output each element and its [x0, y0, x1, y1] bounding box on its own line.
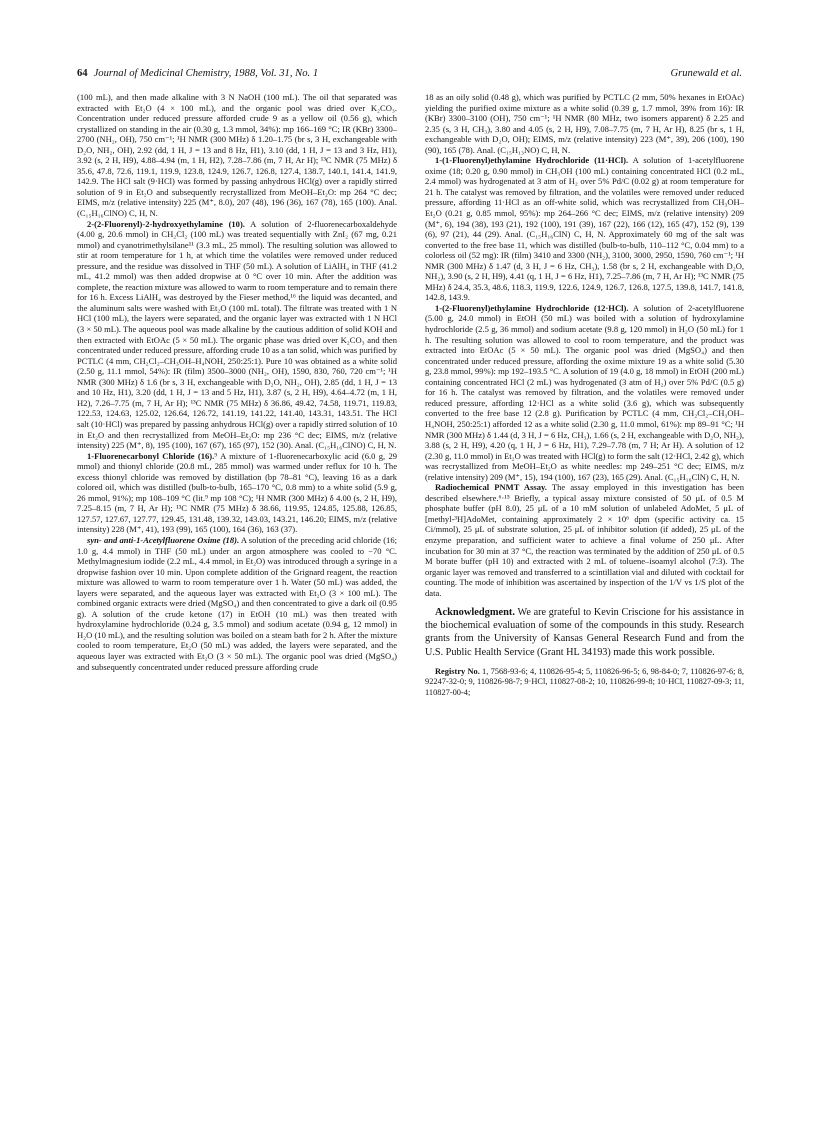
paragraph-compound-12 [425, 303, 744, 482]
paragraph-compound-11 [425, 155, 744, 303]
paragraph-pnmt-assay [425, 482, 744, 598]
registry-numbers [425, 667, 744, 699]
paragraph-text: The assay employed in this investigation has been described elsewhere.⁶·¹⁵ Briefly, a typical assay mixture consisted of 50 μL of 0.5 M phosphate buffer (pH 8.0), 25 μL of a 10 mM solution of unlabeled AdoMet, 5 μL of [methyl-³H]AdoMet, containing approximately 2 × 10⁶ dpm (specific activity ca. 15 Ci/mmol), 25 μL of substrate solution, 25 μL of inhibitor solution (if added), 25 μL of the enzyme preparation, and sufficient water to achieve a final volume of 250 μL. After incubation for 30 min at 37 °C, the reaction was terminated by the addition of 250 μL of 0.5 M borate buffer (pH 10) and extracted with 2 mL of toluene–isoamyl alcohol (7:3). The organic layer was removed and transferred to a scintillation vial and diluted with cocktail for counting. The mode of inhibition was ascertained by inspection of the 1/V vs 1/S plot of the data. [425, 482, 744, 598]
section-heading: 2-(2-Fluorenyl)-2-hydroxyethylamine (10). [87, 218, 245, 229]
section-heading: 1-Fluorenecarbonyl Chloride (16). [87, 450, 215, 461]
left-column [77, 92, 397, 1132]
paragraph-compound-16 [77, 451, 397, 535]
registry-heading: Registry No. [435, 666, 480, 676]
paragraph-text: A solution of 2-fluorenecarboxaldehyde (4.00 g, 20.6 mmol) in CH₂Cl₂ (100 mL) was treated sequentially with ZnI₂ (67 mg, 0.21 mmol) and cyanotrimethylsilane¹¹ (3.3 mL, 25 mmol). The resulting solution was allowed to stir at room temperature for 1 h, at which time the volatiles were removed under reduced pressure, and the residue was dissolved in THF (50 mL). A solution of LiAlH₄ in THF (41.2 mL, 41.2 mmol) was then added dropwise at 0 °C over 10 min. After the addition was complete, the reaction mixture was allowed to warm to room temperature and to remain there for 16 h. Excess LiAlH₄ was destroyed by the Fieser method,¹⁶ the liquid was decanted, and the aluminum salts were washed with Et₂O (100 mL total). The filtrate was treated with 1 N HCl (100 mL), the layers were separated, and the organic layer was extracted with 1 N HCl (3 × 50 mL). The aqueous pool was made alkaline by the cautious addition of solid KOH and then extracted with EtOAc (5 × 50 mL). The organic phase was dried over K₂CO₃ and then concentrated under reduced pressure, affording crude 10 as a tan solid, which was purified by PCTLC (4 mm, CH₂Cl₂–CH₃OH–H₄NOH, 250:25:1). Pure 10 was obtained as a white solid (2.50 g, 11.1 mmol, 54%): IR (film) 3500–3000 (NH₂, OH), 1590, 830, 760, 720 cm⁻¹; ¹H NMR (300 MHz) δ 1.6 (br s, 3 H, exchangeable with D₂O, NH₂, OH), 2.85 (dd, 1 H, J = 13 and 10 Hz, H1), 3.20 (dd, 1 H, J = 13 and 5 Hz, H1), 3.87 (s, 2 H, H9), 4.64–4.72 (m, 1 H, H2), 7.26–7.75 (m, 7 H, Ar H); ¹³C NMR (75 MHz) δ 36.86, 49.42, 74.58, 119.71, 119.83, 122.53, 124.63, 125.02, 126.64, 126.72, 141.19, 141.22, 141.40, 143.31, 143.51. The HCl salt (10·HCl) was prepared by passing anhydrous HCl(g) over a rapidly stirred solution of 10 in Et₂O and then recrystallized from MeOH–Et₂O: mp 236 °C dec; EIMS, m/z (relative intensity) 225 (M⁺, 8), 195 (100), 167 (67), 165 (97), 152 (30). Anal. (C₁₅H₁₆ClNO) C, H, N. [77, 218, 397, 451]
paragraph-continued: 18 as an oily solid (0.48 g), which was purified by PCTLC (2 mm, 50% hexanes in EtOAc) yielding the purified oxime mixture as a white solid (0.39 g, 1.7 mmol, 39% from 16): IR (KBr) 3300–3100 (OH), 750 cm⁻¹; ¹H NMR (80 MHz, two isomers apparent) δ 2.25 and 2.35 (s, 3 H, CH₃), 3.80 and 4.05 (s, 2 H, H9), 7.08–7.75 (m, 7 H, Ar H), 8.25 (br s, 1 H, exchangeable with D₂O, OH); EIMS, m/z (relative intensity) 223 (M⁺, 39), 206 (100), 190 (90), 165 (78). Anal. (C₁₅H₁₃NO) C, H, N. [425, 92, 744, 155]
paragraph-text: A solution of the preceding acid chloride (16; 1.0 g, 4.4 mmol) in THF (50 mL) under an argon atmosphere was cooled to −70 °C. Methylmagnesium iodide (2.2 mL, 4.4 mmol, in Et₂O) was introduced through a syringe in a dropwise fashion over 10 min. Upon complete addition of the Grignard reagent, the reaction mixture was allowed to warm to room temperature over 1 h. Water (50 mL) was added, the layers were separated, and the aqueous layer was extracted with Et₂O (3 × 100 mL). The combined organic extracts were dried (MgSO₄) and then concentrated to give a dark oil (0.95 g). A solution of the crude ketone (17) in EtOH (10 mL) was then treated with hydroxylamine hydrochloride (0.24 g, 3.5 mmol) and sodium acetate (0.94 g, 12 mmol) in H₂O (10 mL), and the resulting solution was boiled on a steam bath for 2 h. After the mixture cooled to room temperature, Et₂O (50 mL) was added, the layers were separated, and the aqueous layer was extracted with Et₂O (3 × 50 mL). The organic pool was dried (MgSO₄) and subsequently concentrated under reduced pressure affording crude [77, 534, 397, 672]
running-header [77, 66, 742, 82]
section-heading: Radiochemical PNMT Assay. [435, 482, 547, 493]
paragraph-compound-18 [77, 535, 397, 672]
section-heading: syn- and anti-1-Acetylfluorene Oxime (18). [87, 534, 240, 545]
right-column [425, 92, 744, 1132]
section-heading: 1-(2-Fluorenyl)ethylamine Hydrochloride (12·HCl). [435, 302, 629, 313]
acknowledgment-heading: Acknowledgment. [435, 607, 515, 619]
paragraph-continued: (100 mL), and then made alkaline with 3 N NaOH (100 mL). The oil that separated was extracted with Et₂O (4 × 100 mL), and the organic pool was dried over K₂CO₃. Concentration under reduced pressure afforded crude 9 as a yellow oil (0.56 g), which crystallized on standing in the air (0.30 g, 1.3 mmol, 34%): mp 166–169 °C; IR (KBr) 3300–2700 (NH₂, OH), 750 cm⁻¹; ¹H NMR (300 MHz) δ 1.20–1.75 (br s, 3 H, exchangeable with D₂O, NH₂, OH), 2.92 (dd, 1 H, J = 13 and 8 Hz, H1), 3.10 (dd, 1 H, J = 13 and 3 Hz, H1), 3.92 (s, 2 H, H9), 4.88–4.94 (m, 1 H, H2), 7.28–7.86 (m, 7 H, Ar H); ¹³C NMR (75 MHz) δ 35.6, 47.8, 72.6, 119.1, 119.9, 123.8, 124.9, 126.7, 126.8, 127.4, 138.7, 140.1, 141.4, 141.9, 142.9. The HCl salt (9·HCl) was formed by passing anhydrous HCl(g) over a rapidly stirred solution of 9 in Et₂O and subsequently recrystallized from MeOH–Et₂O: mp 264 °C dec; EIMS, m/z (relative intensity) 225 (M⁺, 8.0), 207 (48), 196 (36), 167 (78), 165 (100). Anal. (C₁₅H₁₆ClNO) C, H, N. [77, 92, 397, 219]
registry-text: 1, 7568-93-6; 4, 110826-95-4; 5, 110826-96-5; 6, 98-84-0; 7, 110826-97-6; 8, 92247-32-0; 9, 110826-98-7; 9·HCl, 110827-08-2; 10, 110826-99-8; 10·HCl, 110827-09-3; 11, 110827-00-4; [425, 666, 744, 697]
acknowledgment-text: We are grateful to Kevin Criscione for his assistance in the biochemical evaluation of some of the compounds in this study. Research grants from the University of Kansas General Research Fund and from the U.S. Public Health Service (Grant HL 34193) made this work possible. [425, 607, 744, 658]
paragraph-compound-10 [77, 219, 397, 451]
journal-citation: Journal of Medicinal Chemistry, 1988, Vol. 31, No. 1 [93, 68, 319, 79]
paragraph-text: A solution of 1-acetylfluorene oxime (18; 0.20 g, 0.90 mmol) in CH₃OH (100 mL) containing concentrated HCl (0.2 mL, 2.4 mmol) was hydrogenated at 3 atm of H₂ over 5% Pd/C (0.02 g) at room temperature for 21 h. The catalyst was removed by filtration, and the volatiles were removed under reduced pressure, affording 11·HCl as an off-white solid, which was recrystallized from CH₃OH–Et₂O (0.21 g, 0.85 mmol, 95%): mp 264–266 °C dec; EIMS, m/z (relative intensity) 209 (M⁺, 6), 194 (38), 193 (21), 192 (100), 191 (39), 167 (22), 166 (12), 165 (47), 152 (9), 139 (6), 97 (21), 44 (29). Anal. (C₁₅H₁₆ClN) C, H, N. Approximately 60 mg of the salt was converted to the free base 11, which was distilled (bulb-to-bulb, 110–112 °C, 0.04 mm) to a colorless oil (52 mg): IR (film) 3410 and 3300 (NH₂), 3100, 3000, 2950, 1590, 760 cm⁻¹; ¹H NMR (300 MHz) δ 1.47 (d, 3 H, J = 6 Hz, CH₃), 1.58 (br s, 2 H, exchangeable with D₂O, NH₂), 3.90 (s, 2 H, H9), 4.41 (q, 1 H, J = 6 Hz, H1), 7.25–7.86 (m, 7 H, Ar H); ¹³C NMR (75 MHz) δ 24.4, 35.3, 48.6, 118.3, 119.9, 122.6, 124.9, 126.7, 126.8, 127.5, 139.8, 141.7, 141.8, 142.8, 143.9. [425, 155, 744, 303]
paragraph-text: ⁹ A mixture of 1-fluorenecarboxylic acid (6.0 g, 29 mmol) and thionyl chloride (20.8 mL, 285 mmol) was warmed under reflux for 10 h. The excess thionyl chloride was removed by distillation (bp 78–81 °C), leaving 16 as a dark colored oil, which was distilled (bulb-to-bulb, 165–170 °C, 0.8 mm) to a white solid (5.9 g, 26 mmol, 91%); mp 108–109 °C (lit.⁹ mp 108 °C); ¹H NMR (300 MHz) δ 4.00 (s, 2 H, H9), 7.25–8.15 (m, 7 H, Ar H); ¹³C NMR (75 MHz) δ 38.66, 119.95, 124.85, 125.88, 126.85, 127.57, 127.67, 127.77, 129.45, 131.48, 139.32, 143.03, 143.21, 146.20; EIMS, m/z (relative intensity) 228 (M⁺, 41), 193 (99), 165 (100), 164 (36), 163 (37). [77, 450, 397, 535]
running-authors: Grunewald et al. [670, 68, 742, 79]
paragraph-text: A solution of 2-acetylfluorene (5.00 g, 24.0 mmol) in EtOH (50 mL) was boiled with a solution of hydroxylamine hydrochloride (2.5 g, 36 mmol) and sodium acetate (9.8 g, 120 mmol) in H₂O (50 mL) for 1 h. The resulting solution was allowed to cool to room temperature, and the product was extracted into EtOAc (5 × 50 mL). The organic pool was dried (MgSO₄) and then concentrated under reduced pressure, affording the oxime mixture 19 as a white solid (5.30 g, 23.8 mmol, 99%): mp 192–193.5 °C. A solution of 19 (4.0 g, 18 mmol) in EtOH (200 mL) containing concentrated HCl (2 mL) was hydrogenated (3 atm of H₂) over 5% Pd/C (0.5 g) for 16 h. The catalyst was removed by filtration, and the volatiles were removed under reduced pressure, affording 12·HCl as a white solid (3.6 g), which was subsequently converted to the free base 12 (2.8 g). Purification by PCTLC (4 mm, CH₂Cl₂–CH₃OH–H₄NOH, 250:25:1) afforded 12 as a white solid (2.30 g, 11.0 mmol, 61%): mp 89–91 °C; ¹H NMR (300 MHz) δ 1.44 (d, 3 H, J = 6 Hz, CH₃), 1.66 (s, 2 H, exchangeable with D₂O, NH₂), 3.88 (s, 2 H, H9), 4.20 (q, 1 H, J = 6 Hz, H1), 7.29–7.78 (m, 7 H; Ar H). A solution of 12 (2.30 g, 11.0 mmol) in Et₂O was treated with HCl(g) to form the salt (12·HCl, 2.42 g), which was recrystallized from MeOH–Et₂O as white needles: mp 249–251 °C dec; EIMS, m/z (relative intensity) 209 (M⁺, 15), 194 (100), 167 (23), 165 (29). Anal. (C₁₅H₁₆ClN) C, H, N. [425, 302, 744, 482]
acknowledgment [425, 606, 744, 658]
section-heading: 1-(1-Fluorenyl)ethylamine Hydrochloride (11·HCl). [435, 155, 629, 166]
page-number: 64 [77, 68, 88, 79]
